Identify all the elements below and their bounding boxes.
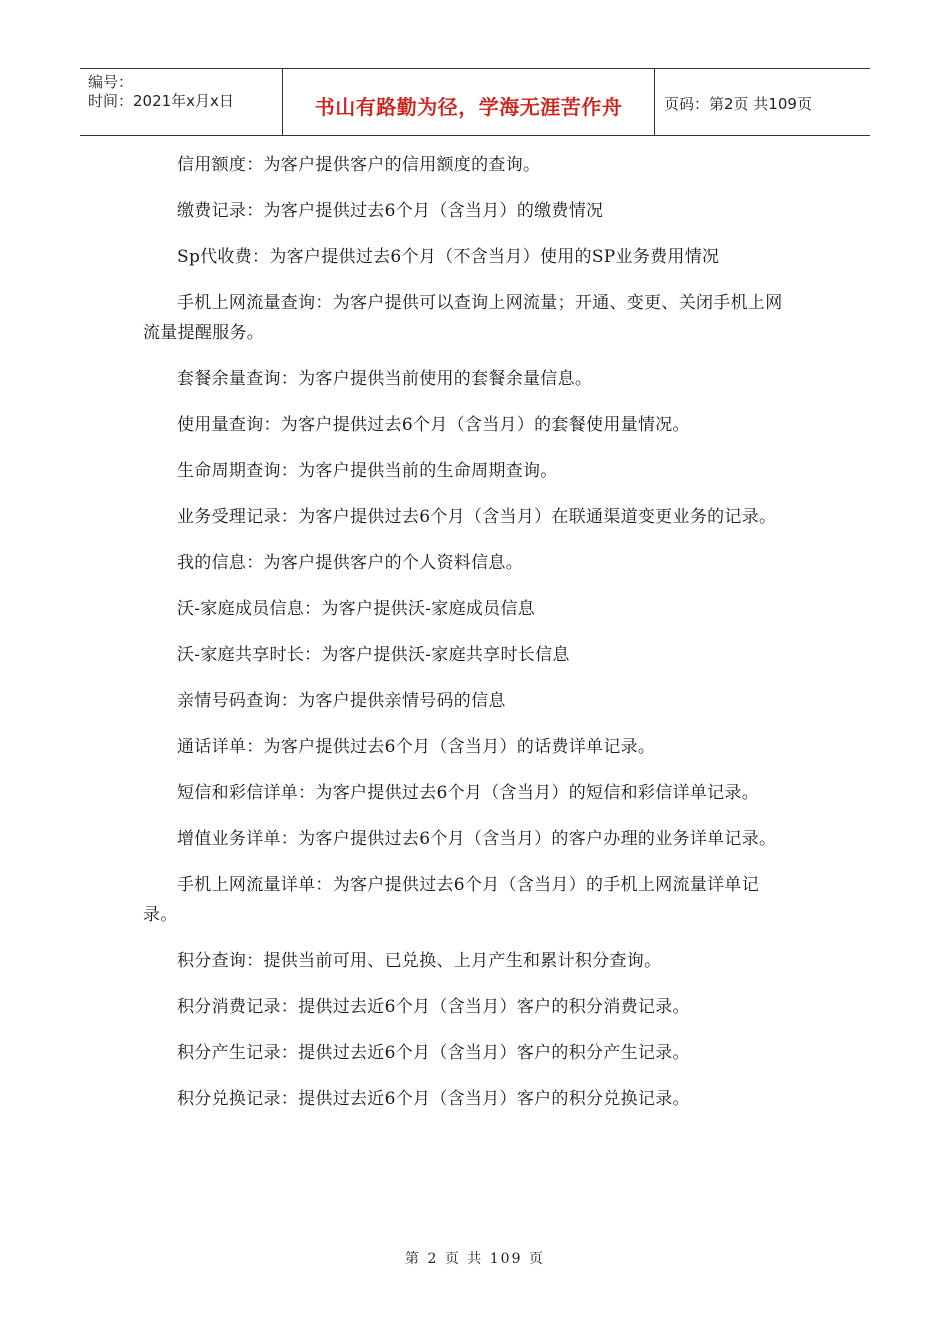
paragraph: 缴费记录：为客户提供过去6个月（含当月）的缴费情况 [177, 201, 604, 221]
paragraph: 积分产生记录：提供过去近6个月（含当月）客户的积分产生记录。 [177, 1043, 690, 1063]
paragraph: 业务受理记录：为客户提供过去6个月（含当月）在联通渠道变更业务的记录。 [177, 507, 777, 527]
paragraph: Sp代收费：为客户提供过去6个月（不含当月）使用的SP业务费用情况 [177, 247, 720, 267]
paragraph: 手机上网流量查询：为客户提供可以查询上网流量；开通、变更、关闭手机上网流量提醒服务。 [143, 293, 783, 343]
page-footer: 第 2 页 共 109 页 [405, 1251, 545, 1267]
paragraph: 套餐余量查询：为客户提供当前使用的套餐余量信息。 [177, 369, 593, 389]
header-divider [654, 69, 655, 136]
paragraph: 沃-家庭共享时长：为客户提供沃-家庭共享时长信息 [177, 645, 570, 665]
paragraph: 亲情号码查询：为客户提供亲情号码的信息 [177, 691, 506, 711]
paragraph: 积分消费记录：提供过去近6个月（含当月）客户的积分消费记录。 [177, 997, 690, 1017]
paragraph: 手机上网流量详单：为客户提供过去6个月（含当月）的手机上网流量详单记录。 [143, 875, 760, 925]
paragraph: 短信和彩信详单：为客户提供过去6个月（含当月）的短信和彩信详单记录。 [177, 783, 760, 803]
header-page-info: 页码：第2页 共109页 [664, 95, 812, 113]
document-time-label: 时间：2021年x月x日 [88, 92, 234, 110]
document-number-label: 编号： [88, 73, 134, 91]
paragraph: 积分查询：提供当前可用、已兑换、上月产生和累计积分查询。 [177, 951, 662, 971]
paragraph: 增值业务详单：为客户提供过去6个月（含当月）的客户办理的业务详单记录。 [177, 829, 777, 849]
paragraph: 沃-家庭成员信息：为客户提供沃-家庭成员信息 [177, 599, 536, 619]
paragraph: 生命周期查询：为客户提供当前的生命周期查询。 [177, 461, 558, 481]
page-header [80, 68, 870, 136]
document-body [143, 150, 793, 1130]
paragraph: 我的信息：为客户提供客户的个人资料信息。 [177, 553, 523, 573]
header-meta [88, 73, 234, 111]
paragraph: 信用额度：为客户提供客户的信用额度的查询。 [177, 155, 541, 175]
paragraph: 通话详单：为客户提供过去6个月（含当月）的话费详单记录。 [177, 737, 656, 757]
paragraph: 积分兑换记录：提供过去近6个月（含当月）客户的积分兑换记录。 [177, 1089, 690, 1109]
header-motto: 书山有路勤为径，学海无涯苦作舟 [314, 95, 623, 119]
paragraph: 使用量查询：为客户提供过去6个月（含当月）的套餐使用量情况。 [177, 415, 690, 435]
